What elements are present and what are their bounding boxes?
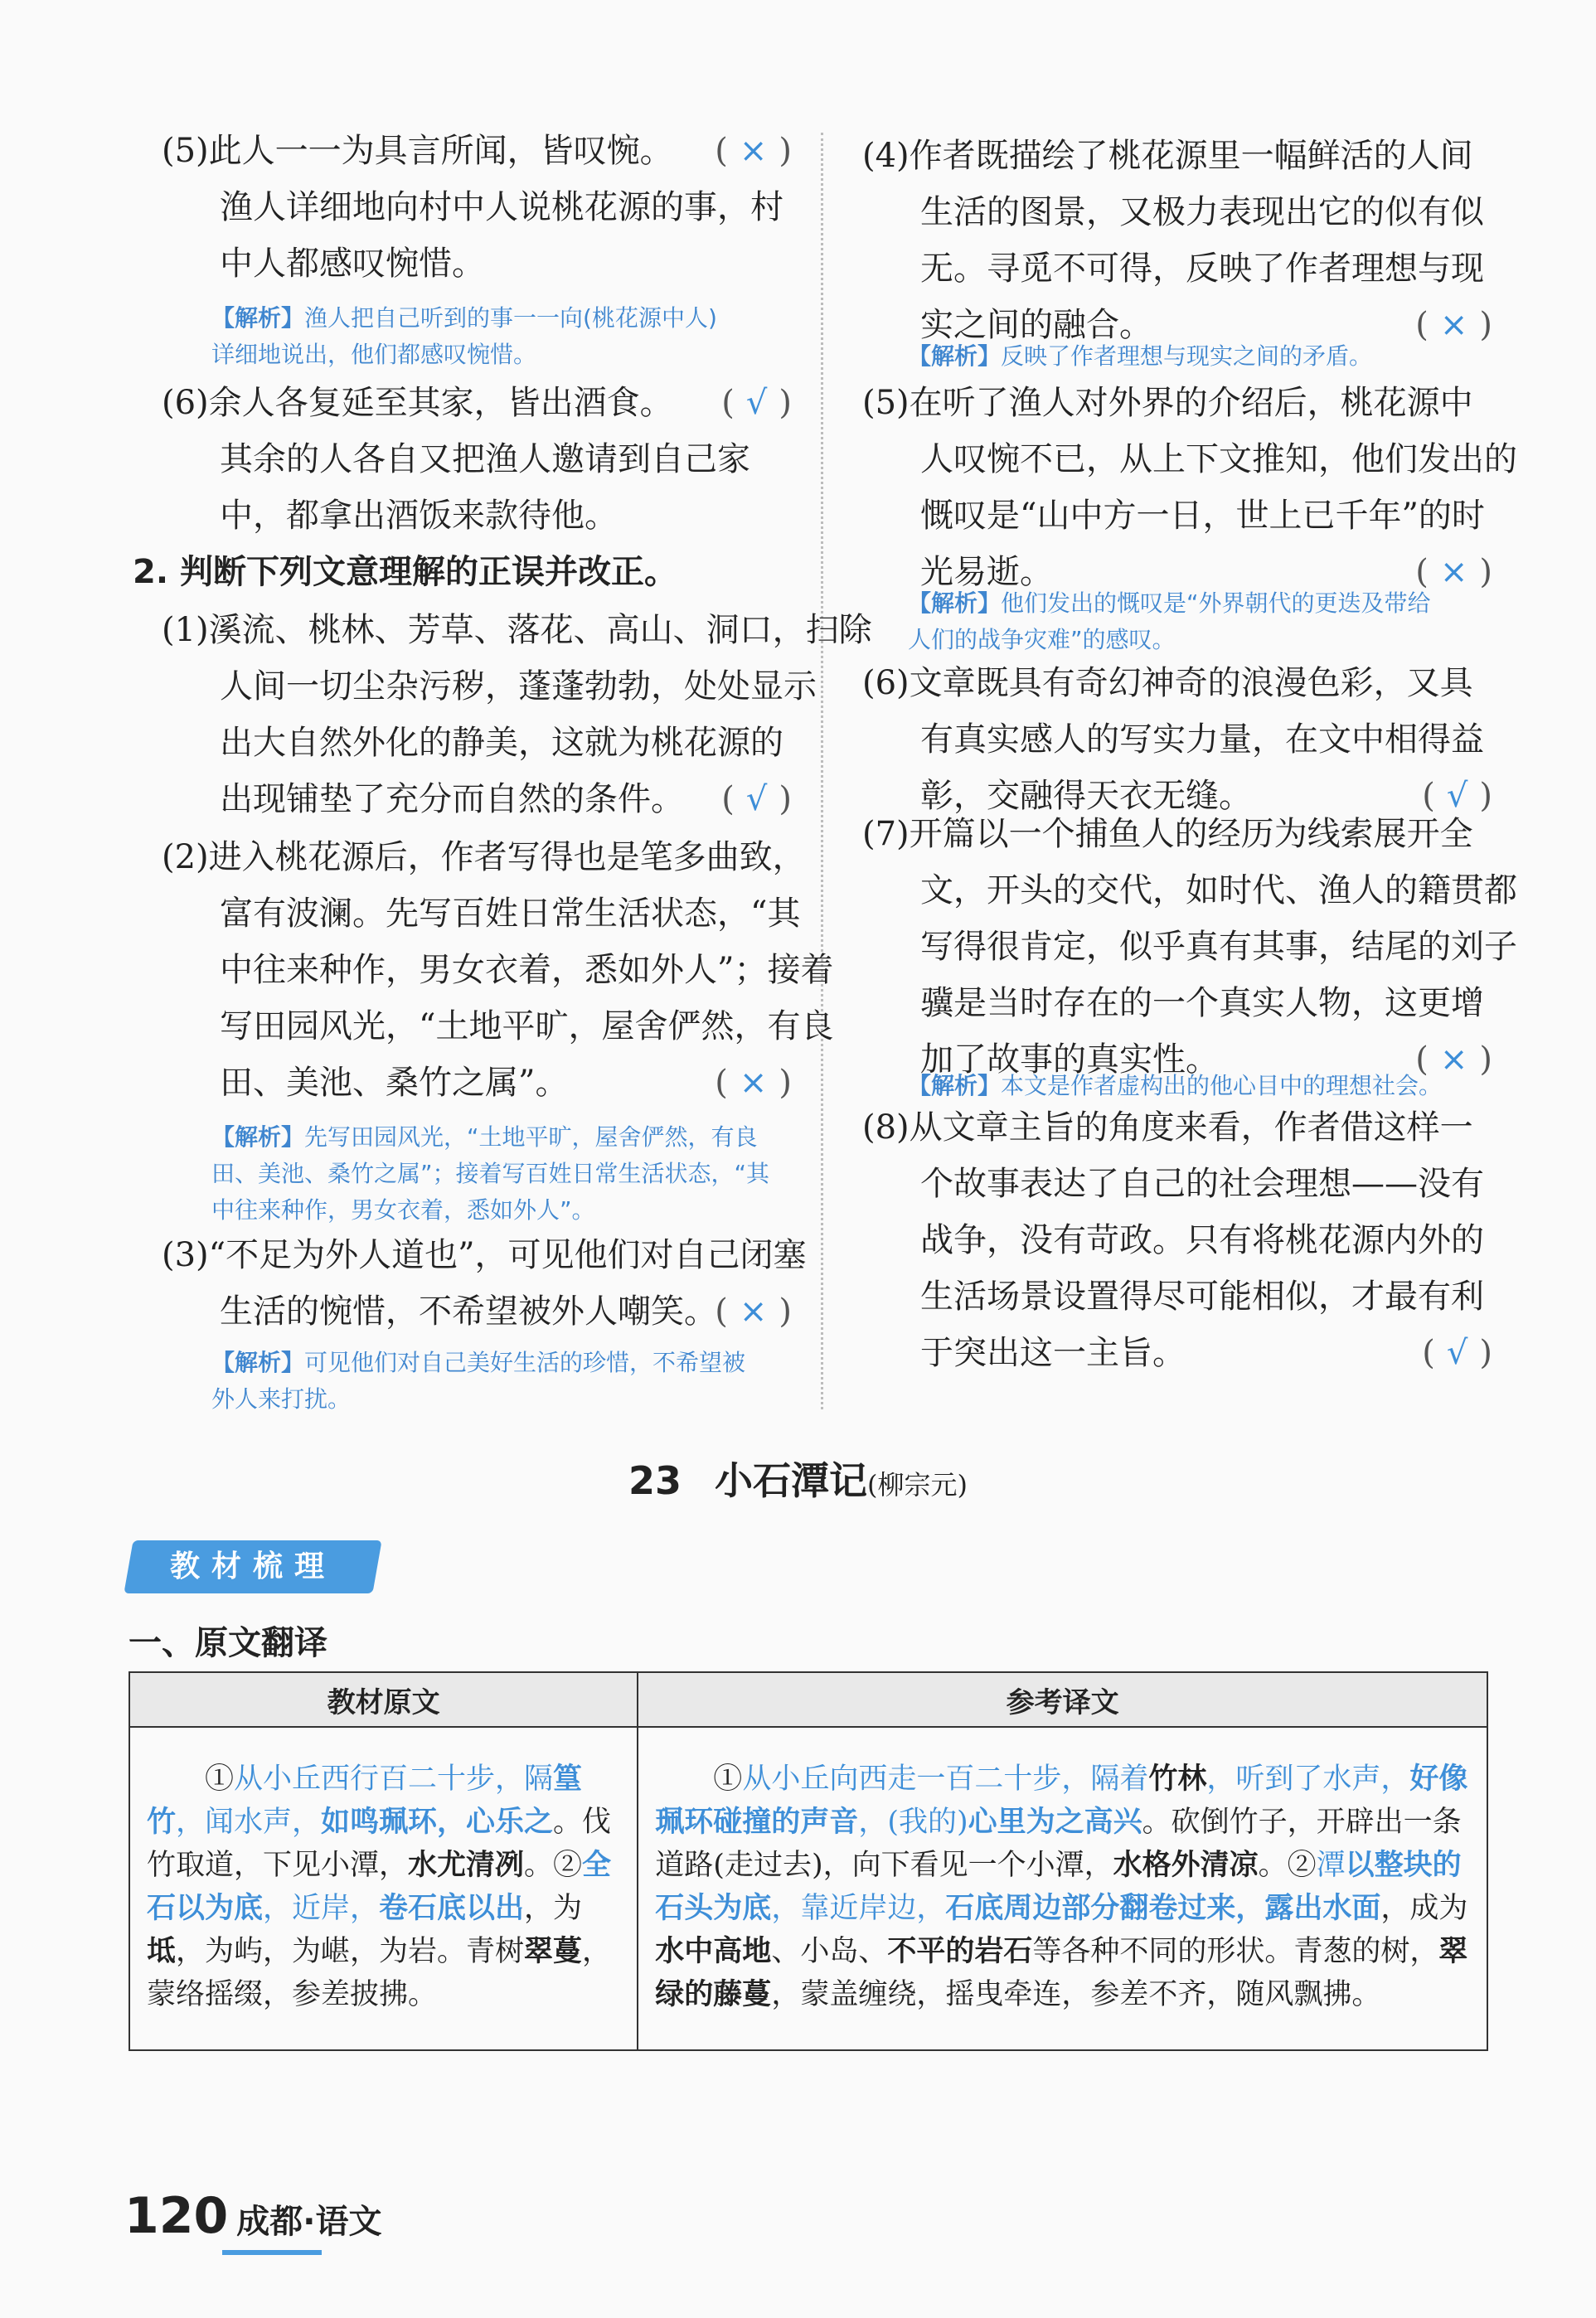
judge-line: 写田园风光，“土地平旷，屋舍俨然，有良 xyxy=(220,1007,834,1045)
judge-5-item xyxy=(862,375,1517,600)
judge-line: 加了故事的真实性。 xyxy=(920,1040,1219,1079)
table-header: 参考译文 xyxy=(638,1672,1487,1727)
text-segment: 。② xyxy=(1258,1849,1317,1882)
section-heading: 一、原文翻译 xyxy=(129,1624,327,1662)
judge-line: 生活的惋惜，不希望被外人嘲笑。 xyxy=(220,1292,717,1331)
text-segment: ，为屿，为嵁，为岩。青树 xyxy=(176,1935,525,1968)
text-segment: 好像珮环碰撞的声音 xyxy=(655,1762,1468,1839)
lesson-number: 23 xyxy=(628,1458,682,1503)
q6-line: 其余的人各自又把渔人邀请到自己家 xyxy=(220,440,750,478)
original-text-cell xyxy=(129,1727,638,2050)
judge-line: 出大自然外化的静美，这就为桃花源的 xyxy=(220,724,783,762)
text-segment: 石底周边部分翻卷过来，露出水面 xyxy=(945,1891,1381,1925)
text-segment: ① xyxy=(713,1763,743,1796)
judge-4-explanation xyxy=(908,338,1372,375)
explanation-line: 可见他们对自己美好生活的珍惜，不希望被 xyxy=(304,1349,746,1376)
text-segment: ，近岸， xyxy=(263,1892,380,1925)
judge-line: 生活的图景，又极力表现出它的似有似 xyxy=(920,193,1484,231)
explanation-line: 中往来种作，男女衣着，悉如外人”。 xyxy=(211,1196,595,1224)
judge-line: 文，开头的交代，如时代、渔人的籍贯都 xyxy=(920,871,1517,909)
q5-explanation xyxy=(211,300,717,373)
text-segment: 心里为之高兴 xyxy=(968,1805,1142,1839)
judge-line: 写得很肯定，似乎真有其事，结尾的刘子 xyxy=(920,928,1517,966)
lesson-author: (柳宗元) xyxy=(867,1469,968,1501)
text-segment: ，闻水声， xyxy=(176,1806,322,1839)
text-segment: 以整块的石头为底 xyxy=(655,1848,1462,1925)
judge-mark-value: × xyxy=(1439,1040,1468,1079)
text-segment: 等各种不同的形状。青葱的树， xyxy=(1032,1935,1439,1968)
judge-line: (4)作者既描绘了桃花源里一幅鲜活的人间 xyxy=(862,137,1473,175)
q5-statement: (5)此人一一为具言所闻，皆叹惋。 xyxy=(162,132,673,170)
text-segment: 。伐竹取道，下见小潭， xyxy=(147,1806,612,1882)
judge-line: 光易逝。 xyxy=(920,553,1053,591)
table-header: 教材原文 xyxy=(129,1672,638,1727)
text-segment: ，靠近岸边， xyxy=(771,1892,946,1925)
explanation-line: 渔人把自己听到的事一一向(桃花源中人) xyxy=(304,304,717,332)
text-segment: ① xyxy=(205,1763,235,1796)
explanation-line: 他们发出的慨叹是“外界朝代的更迭及带给 xyxy=(1001,589,1431,617)
explanation-tag: 【解析】 xyxy=(908,342,1002,370)
book-title: 成都·语文 xyxy=(236,2203,382,2241)
section-badge-label: 教材梳理 xyxy=(169,1549,336,1583)
judge-line: 彰，交融得天衣无缝。 xyxy=(920,777,1252,815)
judge-7-mark: ( × ) xyxy=(1415,1040,1492,1079)
explanation-line: 详细地说出，他们都感叹惋惜。 xyxy=(211,341,537,368)
judge-line: 个故事表达了自己的社会理想——没有 xyxy=(920,1165,1484,1203)
judge-line: 富有波澜。先写百姓日常生活状态，“其 xyxy=(220,895,801,933)
judge-1-item xyxy=(162,602,872,827)
text-segment: 水格外清凉 xyxy=(1113,1848,1259,1882)
explanation-line: 本文是作者虚构出的他心目中的理想社会。 xyxy=(1001,1072,1443,1099)
judge-line: 田、美池、桑竹之属”。 xyxy=(220,1064,569,1102)
q5-mark-value: × xyxy=(739,132,768,170)
text-segment: 水中高地 xyxy=(655,1934,772,1968)
judge-line: 实之间的融合。 xyxy=(920,306,1152,344)
text-segment: ，蒙盖缠绕，摇曳牵连，参差不齐，随风飘拂。 xyxy=(771,1978,1381,2011)
q5-line: 中人都感叹惋惜。 xyxy=(220,245,485,283)
judge-line: 中往来种作，男女衣着，悉如外人”；接着 xyxy=(220,951,834,989)
q6-line: 中，都拿出酒饭来款待他。 xyxy=(220,497,618,535)
judge-line: (2)进入桃花源后，作者写得也是笔多曲致， xyxy=(162,838,806,876)
judge-mark-value: × xyxy=(739,1292,768,1331)
judge-line: 有真实感人的写实力量，在文中相得益 xyxy=(920,720,1484,759)
text-segment: 从小丘向西走一百二十步，隔着 xyxy=(742,1763,1149,1796)
judge-3-item xyxy=(162,1227,807,1340)
explanation-tag: 【解析】 xyxy=(908,1072,1002,1099)
q5-line: 渔人详细地向村中人说桃花源的事，村 xyxy=(220,188,783,226)
text-segment: 翠蔓 xyxy=(524,1934,583,1968)
judge-line: 出现铺垫了充分而自然的条件。 xyxy=(220,780,684,818)
explanation-line: 反映了作者理想与现实之间的矛盾。 xyxy=(1001,342,1373,370)
page-footer xyxy=(124,2187,381,2245)
judge-mark-value: √ xyxy=(1446,1334,1468,1372)
q5-mark: ( × ) xyxy=(715,132,792,170)
judge-mark-value: × xyxy=(1439,553,1468,591)
translation-text-cell xyxy=(638,1727,1487,2050)
judge-1-mark: ( √ ) xyxy=(721,780,792,818)
text-segment: 从小丘西行百二十步，隔 xyxy=(234,1763,554,1796)
text-segment: ，(我的) xyxy=(858,1806,968,1839)
judge-line: (3)“不足为外人道也”，可见他们对自己闭塞 xyxy=(162,1236,807,1274)
text-segment: 卷石底以出 xyxy=(379,1891,525,1925)
text-segment: 。② xyxy=(524,1849,583,1882)
judge-3-mark: ( × ) xyxy=(715,1292,792,1331)
judge-6-mark: ( √ ) xyxy=(1422,777,1492,815)
judge-line: 人叹惋不已，从上下文推知，他们发出的 xyxy=(920,440,1517,478)
judge-line: 于突出这一主旨。 xyxy=(920,1334,1186,1372)
explanation-tag: 【解析】 xyxy=(211,304,305,332)
judge-2-item xyxy=(162,829,834,1111)
footer-underline xyxy=(222,2250,322,2255)
lesson-name: 小石潭记 xyxy=(715,1458,868,1503)
text-segment: 竹林 xyxy=(1148,1762,1207,1796)
text-segment: 如鸣珮环，心乐之 xyxy=(321,1805,554,1839)
text-segment: 坻 xyxy=(147,1934,177,1968)
judge-mark-value: √ xyxy=(745,780,768,818)
explanation-line: 外人来打扰。 xyxy=(211,1385,352,1413)
table-header-row xyxy=(129,1672,1487,1727)
judge-line: 人间一切尘杂污秽，蓬蓬勃勃，处处显示 xyxy=(220,667,817,706)
explanation-line: 先写田园风光，“土地平旷，屋舍俨然，有良 xyxy=(304,1123,758,1151)
judge-line: 无。寻觅不可得，反映了作者理想与现 xyxy=(920,250,1484,288)
judge-mark-value: × xyxy=(1439,306,1468,344)
q6-mark: ( √ ) xyxy=(721,384,792,422)
section-badge xyxy=(124,1540,381,1593)
judge-mark-value: √ xyxy=(1446,777,1468,815)
text-segment: 。砍倒竹子，开辟出一条道路(走过去)，向下看见一个小潭， xyxy=(655,1806,1462,1882)
translation-table xyxy=(129,1671,1488,2051)
text-segment: 翠绿的藤蔓 xyxy=(655,1934,1468,2011)
q6-mark-value: √ xyxy=(745,384,768,422)
judge-5-mark: ( × ) xyxy=(1415,553,1492,591)
judge-line: (6)文章既具有奇幻神奇的浪漫色彩，又具 xyxy=(862,664,1473,702)
text-segment: ，为 xyxy=(524,1892,583,1925)
lesson-title xyxy=(0,1451,1596,1506)
judge-8-item xyxy=(862,1099,1492,1381)
judge-line: 慨叹是“山中方一日，世上已千年”的时 xyxy=(920,497,1485,535)
text-segment: 潭 xyxy=(1316,1849,1346,1882)
text-segment: ，听到了水声， xyxy=(1206,1763,1410,1796)
text-segment: 全石以为底 xyxy=(147,1848,612,1925)
judge-line: (7)开篇以一个捕鱼人的经历为线索展开全 xyxy=(862,815,1473,853)
table-row xyxy=(129,1727,1487,2050)
q5-item xyxy=(162,123,792,292)
page-number: 120 xyxy=(124,2187,229,2245)
judge-line: (1)溪流、桃林、芳草、落花、高山、洞口，扫除 xyxy=(162,611,872,649)
text-segment: 、小岛、 xyxy=(771,1935,888,1968)
explanation-tag: 【解析】 xyxy=(908,589,1002,617)
text-segment: 篁竹 xyxy=(147,1762,583,1839)
judge-5-explanation xyxy=(908,585,1431,658)
explanation-line: 田、美池、桑竹之属”；接着写百姓日常生活状态，“其 xyxy=(211,1160,770,1187)
judge-line: 生活场景设置得尽可能相似，才最有利 xyxy=(920,1278,1484,1316)
column-divider xyxy=(821,133,823,1409)
judge-2-explanation xyxy=(211,1119,769,1229)
judge-line: (5)在听了渔人对外界的介绍后，桃花源中 xyxy=(862,384,1473,422)
judge-8-mark: ( √ ) xyxy=(1422,1334,1492,1372)
judge-mark-value: × xyxy=(739,1064,768,1102)
text-segment: 水尤清冽 xyxy=(408,1848,525,1882)
question-2-title: 2. 判断下列文意理解的正误并改正。 xyxy=(133,553,677,591)
judge-4-mark: ( × ) xyxy=(1415,306,1492,344)
judge-3-explanation xyxy=(211,1345,745,1418)
judge-2-mark: ( × ) xyxy=(715,1064,792,1102)
explanation-tag: 【解析】 xyxy=(211,1123,305,1151)
text-segment: 不平的岩石 xyxy=(887,1934,1033,1968)
text-segment: ，蒙络摇缀，参差披拂。 xyxy=(147,1935,612,2011)
q6-statement: (6)余人各复延至其家，皆出酒食。 xyxy=(162,384,673,422)
explanation-tag: 【解析】 xyxy=(211,1349,305,1376)
judge-6-item xyxy=(862,655,1492,824)
judge-7-item xyxy=(862,806,1517,1088)
text-segment: ，成为 xyxy=(1380,1892,1468,1925)
judge-line: (8)从文章主旨的角度来看，作者借这样一 xyxy=(862,1108,1473,1147)
judge-4-item xyxy=(862,128,1492,353)
judge-line: 战争，没有苛政。只有将桃花源内外的 xyxy=(920,1221,1484,1259)
explanation-line: 人们的战争灾难”的感叹。 xyxy=(908,626,1176,653)
judge-line: 骥是当时存在的一个真实人物，这更增 xyxy=(920,984,1484,1022)
q6-item xyxy=(162,375,792,544)
